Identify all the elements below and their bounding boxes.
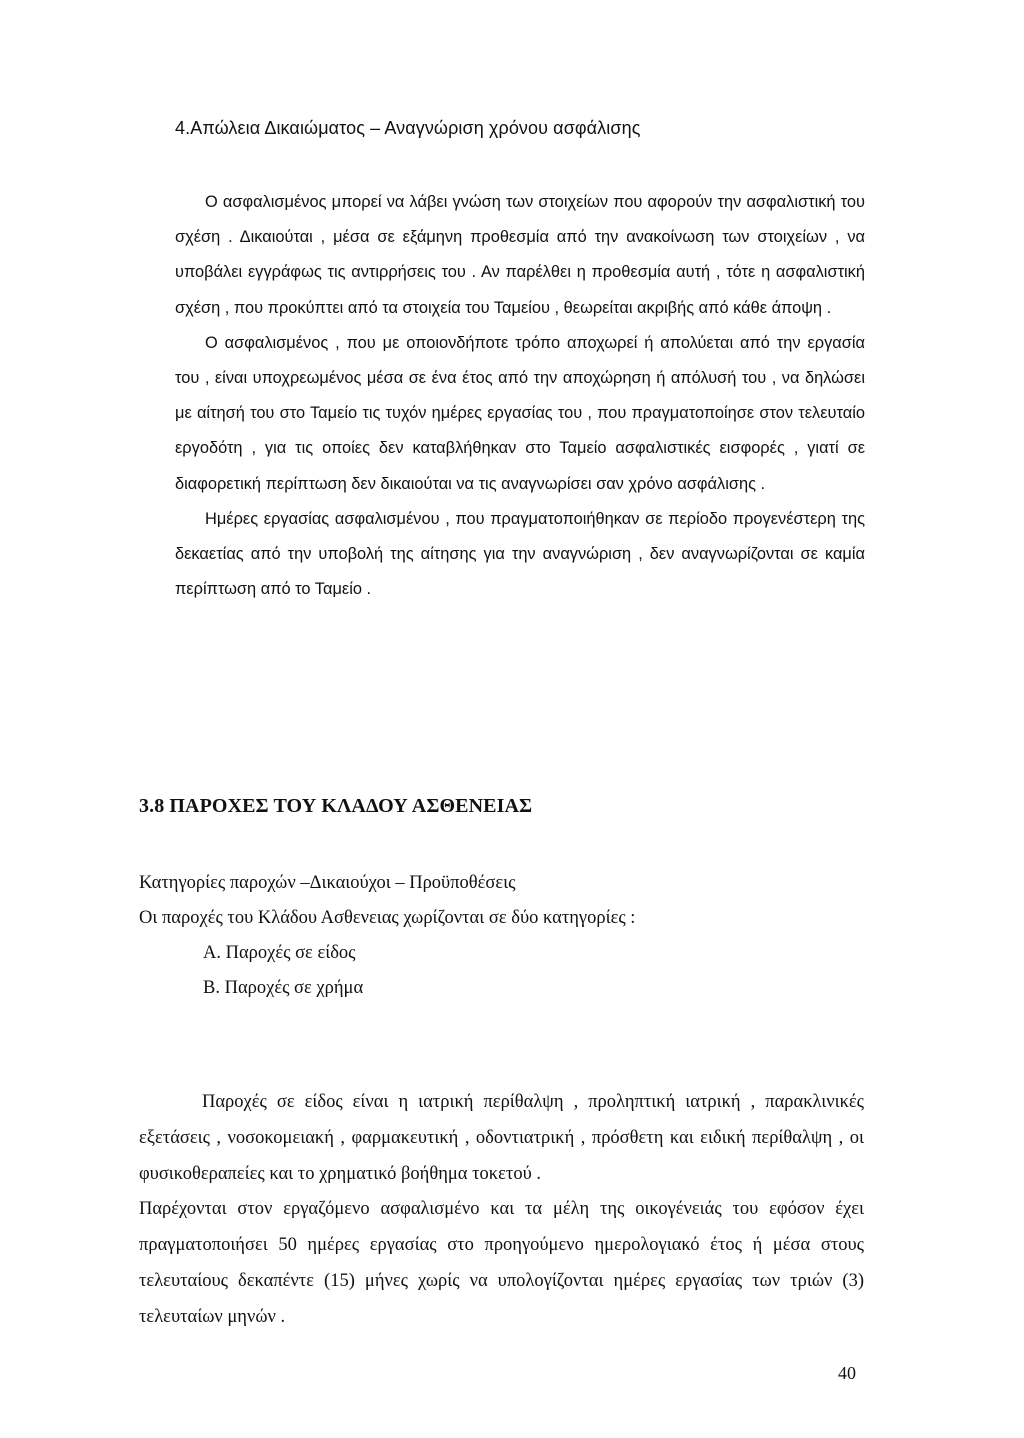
- paragraph: Ημέρες εργασίας ασφαλισμένου , που πραγματοποιήθηκαν σε περίοδο προγενέστερη της δεκαετίας από την υποβολή της αίτησης για την αναγνώριση , δεν αναγνωρίζονται σε καμία περίπτωση από το Ταμείο .: [175, 509, 865, 599]
- subsection-title: Κατηγορίες παροχών –Δικαιούχοι – Προϋποθέσεις: [139, 873, 516, 893]
- page-number: 40: [838, 1363, 856, 1383]
- chapter-heading: 3.8 ΠΑΡΟΧΕΣ ΤΟΥ ΚΛΑΔΟΥ ΑΣΘΕΝΕΙΑΣ: [139, 795, 533, 817]
- paragraph: Ο ασφαλισμένος , που με οποιονδήποτε τρόπο αποχωρεί ή απολύεται από την εργασία του , είναι υποχρεωμένος μέσα σε ένα έτος από την αποχώρηση ή απόλυσή του , να δηλώσει με αίτησή του στο Ταμείο τις τυχόν ημέρες εργασίας του , που πραγματοποίησε στον τελευταίο εργοδότη , για τις οποίες δεν καταβλήθηκαν στο Ταμείο ασφαλιστικές εισφορές , γιατί σε διαφορετική περίπτωση δεν δικαιούται να τις αναγνωρίσει σαν χρόνο ασφάλισης .: [175, 333, 865, 493]
- section-body: [175, 185, 865, 607]
- paragraph: Παροχές σε είδος είναι η ιατρική περίθαλψη , προληπτική ιατρική , παρακλινικές εξετάσεις , νοσοκομειακή , φαρμακευτική , οδοντιατρική , πρόσθετη και ειδική περίθαλψη , οι φυσικοθεραπείες και το χρηματικό βοήθημα τοκετού .: [139, 1092, 864, 1184]
- paragraph: Ο ασφαλισμένος μπορεί να λάβει γνώση των στοιχείων που αφορούν την ασφαλιστική του σχέση . Δικαιούται , μέσα σε εξάμηνη προθεσμία από την ανακοίνωση των στοιχείων , να υποβάλει εγγράφως τις αντιρρήσεις του . Αν παρέλθει η προθεσμία αυτή , τότε η ασφαλιστική σχέση , που προκύπτει από τα στοιχεία του Ταμείου , θεωρείται ακριβής από κάθε άποψη .: [175, 193, 865, 317]
- section-body: [139, 1085, 864, 1336]
- list-item: Β. Παροχές σε χρήμα: [203, 978, 364, 998]
- paragraph: Παρέχονται στον εργαζόμενο ασφαλισμένο και τα μέλη της οικογένειάς του εφόσον έχει πραγματοποιήσει 50 ημέρες εργασίας στο προηγούμενο ημερολογιακό έτος ή μέσα στους τελευταίους δεκαπέντε (15) μήνες χωρίς να υπολογίζονται ημέρες εργασίας των τριών (3) τελευταίων μηνών .: [139, 1199, 864, 1327]
- categories-intro: Οι παροχές του Κλάδου Ασθενειας χωρίζονται σε δύο κατηγορίες :: [139, 908, 636, 928]
- list-item: Α. Παροχές σε είδος: [203, 943, 356, 963]
- section-title: 4.Απώλεια Δικαιώματος – Αναγνώριση χρόνου ασφάλισης: [175, 118, 641, 138]
